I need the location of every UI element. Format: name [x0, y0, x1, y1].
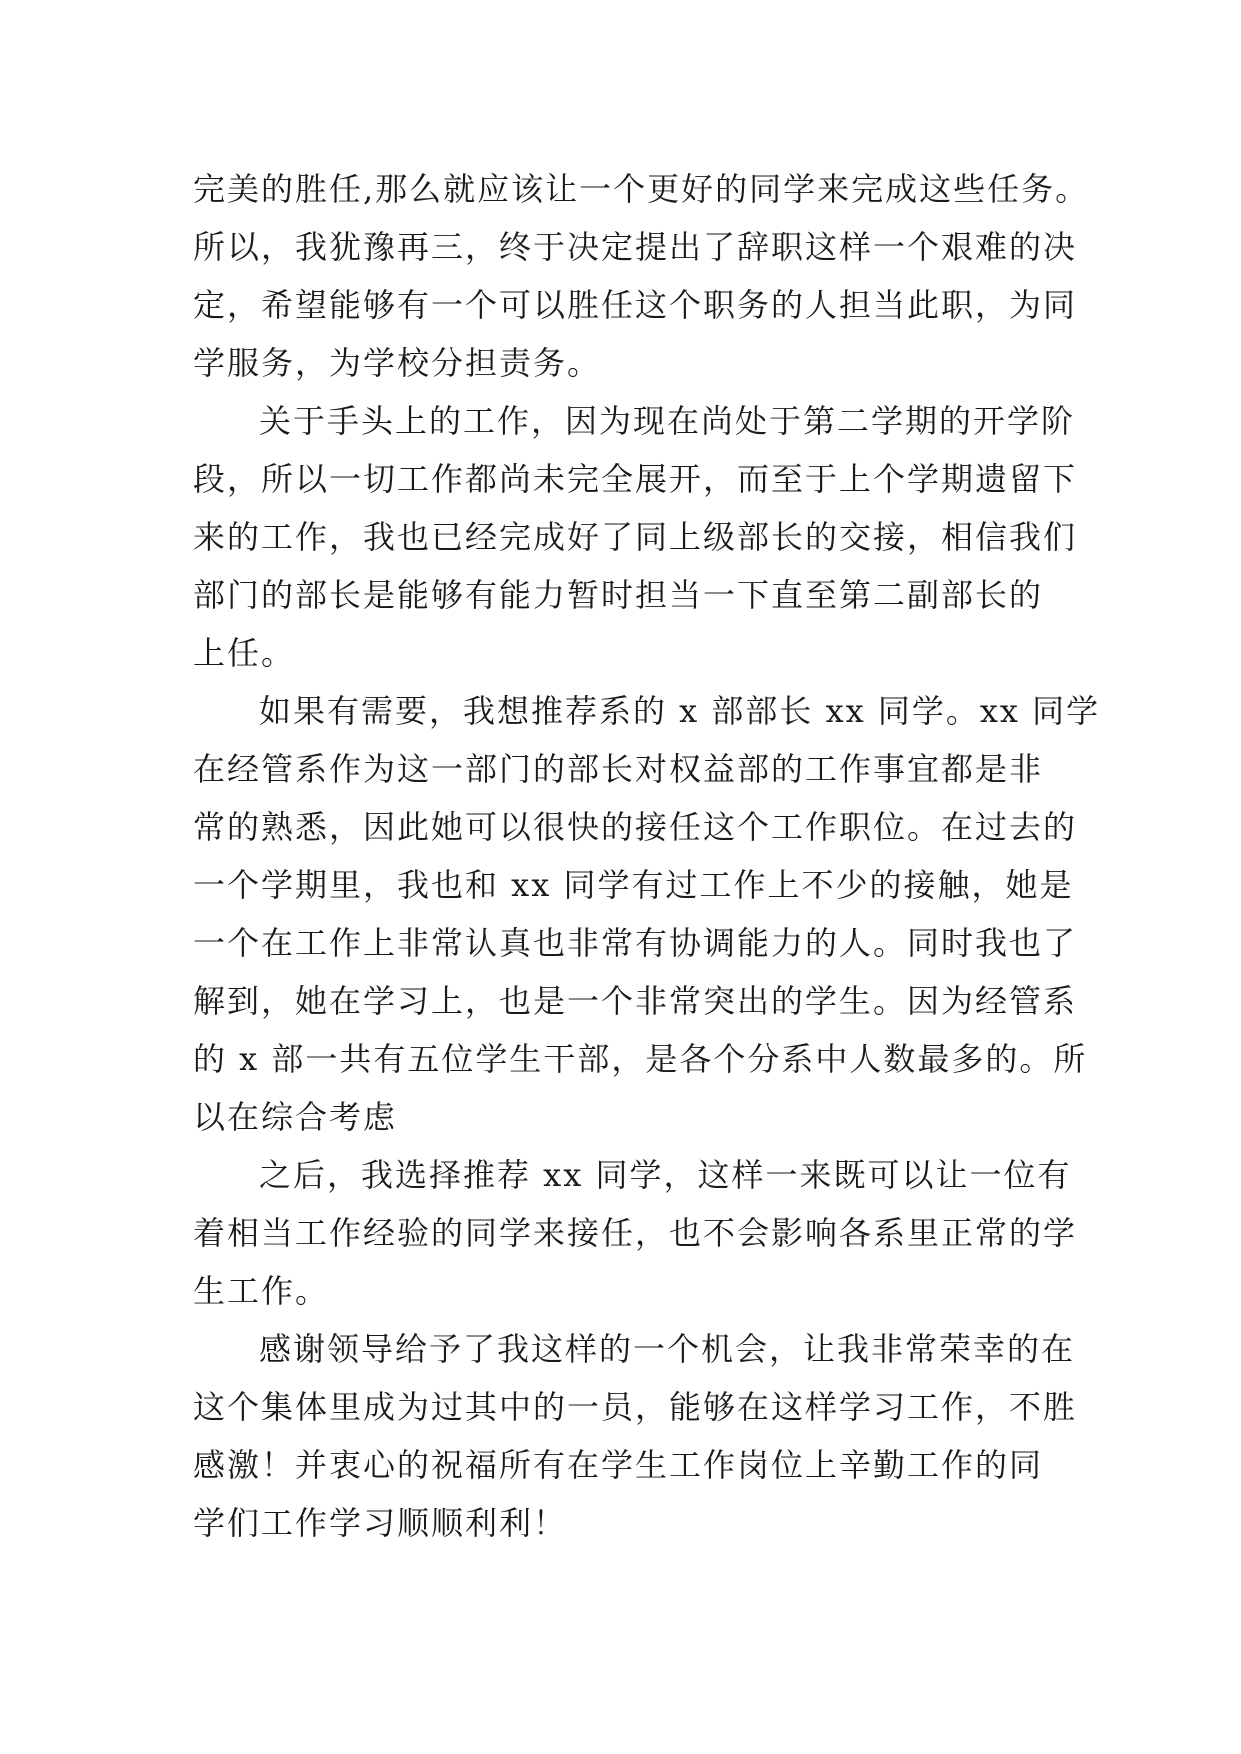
text-line: 段，所以一切工作都尚未完全展开，而至于上个学期遗留下	[193, 460, 1078, 498]
text-line: 一个在工作上非常认真也非常有协调能力的人。同时我也了	[193, 924, 1078, 962]
text-line: 定，希望能够有一个可以胜任这个职务的人担当此职，为同	[193, 286, 1078, 324]
text-line: 之后，我选择推荐 xx 同学，这样一来既可以让一位有	[259, 1156, 1072, 1194]
text-line: 关于手头上的工作，因为现在尚处于第二学期的开学阶	[259, 402, 1076, 440]
text-line: 学们工作学习顺顺利利！	[193, 1504, 568, 1542]
text-line: 感激！并衷心的祝福所有在学生工作岗位上辛勤工作的同	[193, 1446, 1044, 1484]
text-line: 着相当工作经验的同学来接任，也不会影响各系里正常的学	[193, 1214, 1078, 1252]
text-line: 部门的部长是能够有能力暂时担当一下直至第二副部长的	[193, 576, 1044, 614]
text-line: 来的工作，我也已经完成好了同上级部长的交接，相信我们	[193, 518, 1078, 556]
text-line: 这个集体里成为过其中的一员，能够在这样学习工作，不胜	[193, 1388, 1078, 1426]
text-line: 学服务，为学校分担责务。	[193, 344, 602, 382]
text-line: 以在综合考虑	[193, 1098, 398, 1136]
text-line: 生工作。	[193, 1272, 330, 1310]
text-line: 完美的胜任,那么就应该让一个更好的同学来完成这些任务。	[193, 170, 1090, 208]
text-line: 解到，她在学习上，也是一个非常突出的学生。因为经管系	[193, 982, 1078, 1020]
text-line: 的 x 部一共有五位学生干部，是各个分系中人数最多的。所	[193, 1040, 1088, 1078]
text-line: 上任。	[193, 634, 296, 672]
text-line: 一个学期里，我也和 xx 同学有过工作上不少的接触，她是	[193, 866, 1074, 904]
text-line: 感谢领导给予了我这样的一个机会，让我非常荣幸的在	[259, 1330, 1076, 1368]
text-line: 常的熟悉，因此她可以很快的接任这个工作职位。在过去的	[193, 808, 1078, 846]
body-text	[193, 160, 1101, 1552]
text-line: 在经管系作为这一部门的部长对权益部的工作事宜都是非	[193, 750, 1044, 788]
text-line: 如果有需要，我想推荐系的 x 部部长 xx 同学。xx 同学	[259, 692, 1101, 730]
text-line: 所以，我犹豫再三，终于决定提出了辞职这样一个艰难的决	[193, 228, 1078, 266]
